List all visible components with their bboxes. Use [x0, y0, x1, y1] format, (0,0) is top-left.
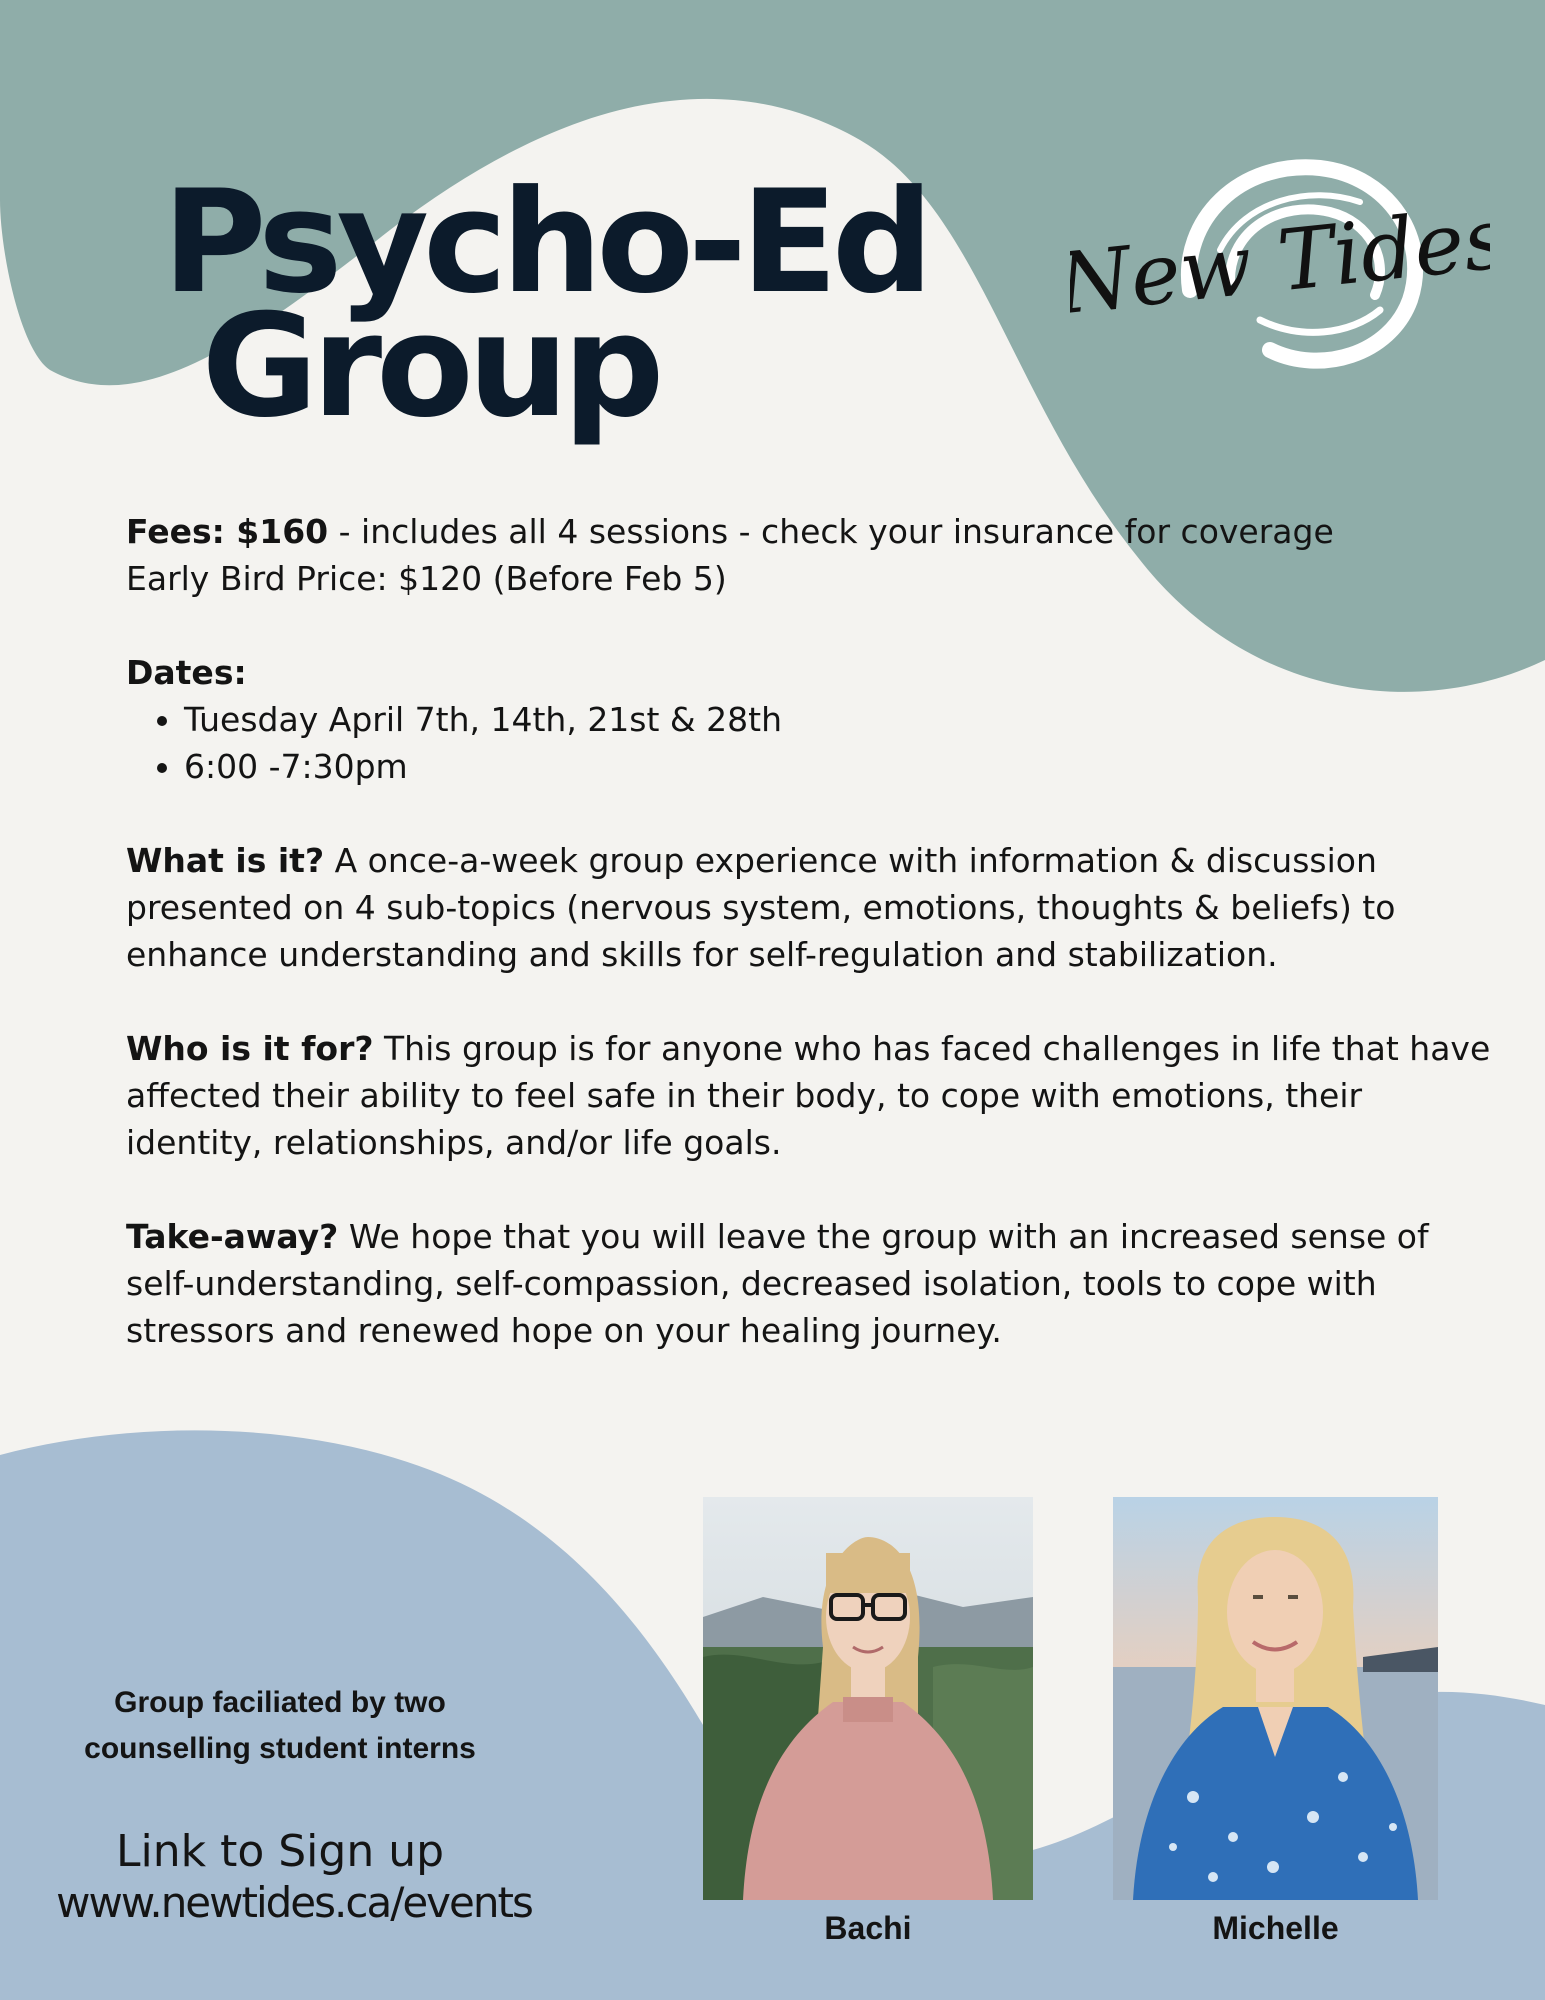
list-item: • Tuesday April 7th, 14th, 21st & 28th — [184, 696, 1506, 743]
new-tides-logo — [1070, 140, 1490, 380]
who-label: Who is it for? — [126, 1029, 374, 1068]
facilitator-name: Bachi — [824, 1910, 912, 1946]
what-label: What is it? — [126, 841, 325, 880]
event-details — [126, 508, 1506, 1354]
early-bird-price: Early Bird Price: $120 (Before Feb 5) — [126, 559, 727, 598]
takeaway-label: Take-away? — [126, 1217, 339, 1256]
fees-detail: - includes all 4 sessions - check your insurance for coverage — [328, 512, 1334, 551]
takeaway-text: We hope that you will leave the group with an increased sense of self-understanding, self-compassion, decreased isolation, tools to cope with stressors and renewed hope on your healing journey. — [126, 1217, 1429, 1350]
signup-link[interactable]: www.newtides.ca/events — [56, 1878, 532, 1927]
title-line-1: Psycho-Ed — [162, 160, 928, 325]
who-paragraph — [126, 1025, 1506, 1166]
dates-list — [126, 696, 1506, 790]
who-text: This group is for anyone who has faced challenges in life that have affected their ability to feel safe in their body, to cope with emotions, their identity, relationships, and/or life goals. — [126, 1029, 1491, 1162]
facilitators-line-2: counselling student interns — [84, 1732, 476, 1765]
fees-label: Fees: $160 — [126, 512, 329, 551]
logo-text: New Tides — [1070, 188, 1490, 334]
takeaway-paragraph — [126, 1213, 1506, 1354]
facilitator-name: Michelle — [1212, 1910, 1339, 1946]
what-paragraph — [126, 837, 1506, 978]
what-text: A once-a-week group experience with information & discussion presented on 4 sub-topics (nervous system, emotions, thoughts & beliefs) to enhance understanding and skills for self-regulation and stabilization. — [126, 841, 1396, 974]
wave-swirl-icon — [1070, 140, 1490, 380]
facilitator-photo-michelle — [1113, 1497, 1438, 1900]
facilitators-note — [60, 1680, 500, 1772]
fees-line — [126, 508, 1506, 555]
title-line-2: Group — [201, 284, 659, 449]
dates-label: Dates: — [126, 653, 247, 692]
facilitators-line-1: Group faciliated by two — [114, 1686, 446, 1719]
signup-label: Link to Sign up — [115, 1826, 445, 1877]
facilitator-photo-bachi — [703, 1497, 1033, 1900]
list-item: • 6:00 -7:30pm — [184, 743, 1506, 790]
